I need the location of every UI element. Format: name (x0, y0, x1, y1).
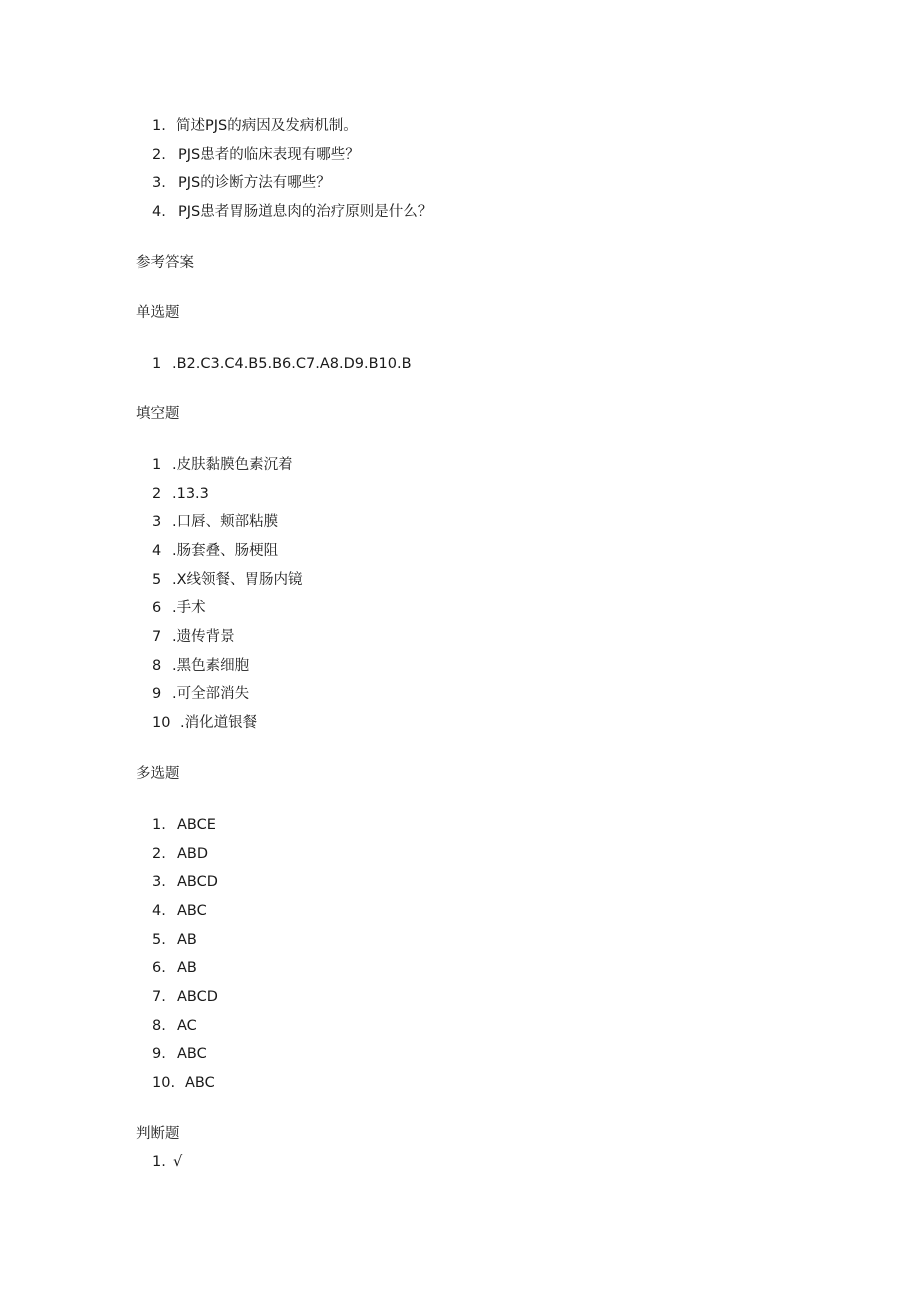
item-text: √ (173, 1154, 183, 1170)
item-text: PJS的诊断方法有哪些？ (178, 175, 331, 191)
item-number: 1. (152, 817, 166, 833)
item-number: 6 (152, 600, 162, 616)
item-text: .黑色素细胞 (172, 658, 250, 674)
item-number: 3. (152, 874, 166, 890)
item-text: ABCD (177, 989, 218, 1005)
item-text: .肠套叠、肠梗阻 (172, 543, 279, 559)
item-number: 5. (152, 932, 166, 948)
item-text: .手术 (172, 600, 206, 616)
item-number: 9. (152, 1046, 166, 1062)
item-text: AC (177, 1018, 197, 1034)
item-number: 4 (152, 543, 162, 559)
item-number: 5 (152, 572, 162, 588)
item-text: .可全部消失 (172, 686, 250, 702)
item-text: AB (177, 932, 197, 948)
item-text: .13.3 (172, 486, 209, 502)
item-number: 2. (152, 846, 166, 862)
item-text: ABC (185, 1075, 215, 1091)
item-number: 4. (152, 204, 166, 220)
item-number: 2 (152, 486, 162, 502)
item-number: 4. (152, 903, 166, 919)
item-number: 1 (152, 457, 162, 473)
item-number: 7 (152, 629, 162, 645)
item-text: .X线领餐、胃肠内镜 (172, 572, 303, 588)
item-text: ABCD (177, 874, 218, 890)
item-number: 6. (152, 960, 166, 976)
item-number: 1. (152, 1154, 166, 1170)
answers-heading: 参考答案 (136, 255, 194, 271)
item-text: .B2.C3.C4.B5.B6.C7.A8.D9.B10.B (172, 356, 412, 372)
item-number: 2. (152, 147, 166, 163)
item-text: ABC (177, 903, 207, 919)
item-number: 10. (152, 1075, 176, 1091)
item-text: ABCE (177, 817, 216, 833)
item-text: .遗传背景 (172, 629, 235, 645)
item-number: 9 (152, 686, 162, 702)
item-text: PJS患者胃肠道息肉的治疗原则是什么？ (178, 204, 433, 220)
item-text: AB (177, 960, 197, 976)
item-text: PJS患者的临床表现有哪些？ (178, 147, 360, 163)
item-text: ABD (177, 846, 209, 862)
item-number: 8 (152, 658, 162, 674)
item-number: 1. (152, 118, 166, 134)
item-number: 3 (152, 514, 162, 530)
item-text: .口唇、颊部粘膜 (172, 514, 279, 530)
true-false-heading: 判断题 (136, 1126, 180, 1142)
item-text: ABC (177, 1046, 207, 1062)
single-choice-heading: 单选题 (136, 305, 180, 321)
item-number: 7. (152, 989, 166, 1005)
item-number: 1 (152, 356, 162, 372)
fill-blank-heading: 填空题 (136, 406, 180, 422)
item-text: .消化道银餐 (180, 715, 258, 731)
item-text: 简述PJS的病因及发病机制。 (176, 118, 358, 134)
item-number: 10 (152, 715, 171, 731)
item-number: 3. (152, 175, 166, 191)
multi-choice-heading: 多选题 (136, 766, 180, 782)
item-number: 8. (152, 1018, 166, 1034)
item-text: .皮肤黏膜色素沉着 (172, 457, 293, 473)
